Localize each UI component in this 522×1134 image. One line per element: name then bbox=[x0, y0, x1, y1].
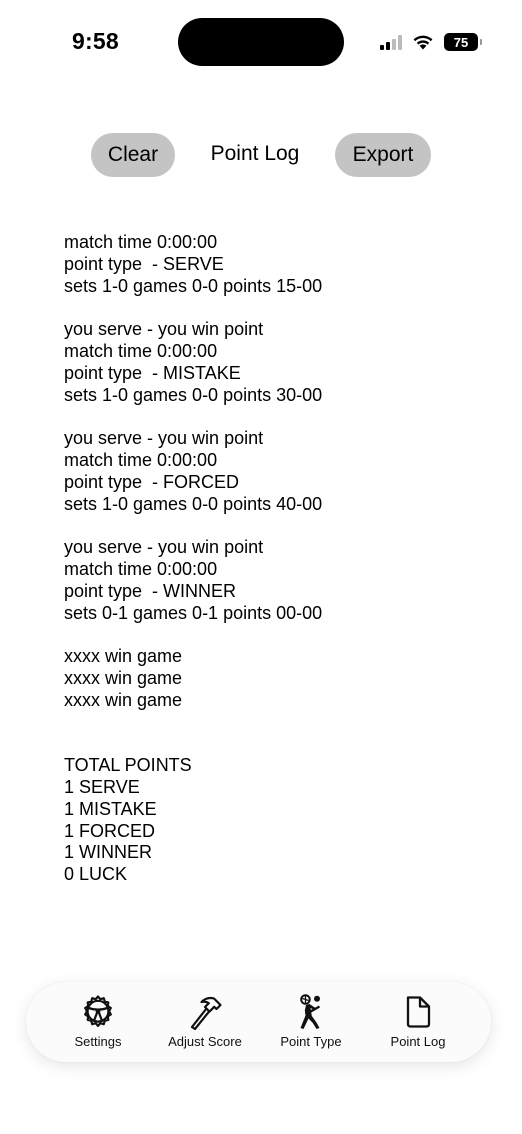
log-spacer bbox=[64, 624, 484, 646]
log-line: sets 1-0 games 0-0 points 15-00 bbox=[64, 275, 323, 296]
log-entry bbox=[64, 232, 484, 297]
log-line: match time 0:00:00 bbox=[64, 232, 218, 252]
log-spacer bbox=[64, 733, 484, 755]
log-line: xxxx win game bbox=[64, 646, 183, 667]
log-line: sets 1-0 games 0-0 points 40-00 bbox=[64, 493, 323, 514]
export-button[interactable]: Export bbox=[335, 133, 431, 177]
log-spacer bbox=[64, 515, 484, 537]
log-line: point type - FORCED bbox=[64, 471, 240, 492]
document-icon bbox=[400, 994, 436, 1030]
log-line: you serve - you win point bbox=[64, 537, 264, 558]
totals-line: 1 FORCED bbox=[64, 820, 156, 841]
wifi-icon bbox=[412, 34, 434, 50]
status-time: 9:58 bbox=[72, 28, 119, 54]
log-entry bbox=[64, 319, 484, 406]
log-line: you serve - you win point bbox=[64, 319, 264, 340]
point-log-scroll-view[interactable] bbox=[0, 232, 522, 943]
tab-point-log[interactable] bbox=[363, 994, 473, 1054]
status-icons bbox=[380, 30, 478, 54]
totals-line: 1 SERVE bbox=[64, 776, 140, 797]
log-line: sets 1-0 games 0-0 points 30-00 bbox=[64, 384, 323, 405]
totals-line: 1 MISTAKE bbox=[64, 798, 157, 819]
tab-settings[interactable] bbox=[43, 994, 153, 1054]
log-line: you serve - you win point bbox=[64, 428, 264, 449]
tab-label: Adjust Score bbox=[168, 1034, 242, 1049]
tab-bar bbox=[26, 982, 491, 1062]
totals-heading: TOTAL POINTS bbox=[64, 755, 192, 776]
tab-point-type[interactable] bbox=[256, 994, 366, 1054]
tab-label: Point Type bbox=[280, 1034, 342, 1049]
log-line: match time 0:00:00 bbox=[64, 449, 218, 470]
tennis-player-icon bbox=[293, 994, 329, 1030]
battery-icon bbox=[444, 33, 478, 51]
totals-line: 1 WINNER bbox=[64, 842, 153, 863]
clear-button[interactable]: Clear bbox=[91, 133, 175, 177]
cellular-signal-icon bbox=[380, 34, 402, 50]
totals-section bbox=[64, 755, 484, 886]
point-log-text bbox=[64, 232, 484, 886]
log-line: point type - SERVE bbox=[64, 253, 224, 274]
log-line: match time 0:00:00 bbox=[64, 340, 218, 361]
log-line: xxxx win game bbox=[64, 667, 183, 688]
log-spacer bbox=[64, 297, 484, 319]
hammer-icon bbox=[187, 994, 223, 1030]
log-entry bbox=[64, 646, 484, 711]
log-line: point type - WINNER bbox=[64, 580, 237, 601]
tab-label: Settings bbox=[74, 1034, 122, 1049]
log-spacer bbox=[64, 406, 484, 428]
log-line: match time 0:00:00 bbox=[64, 558, 218, 579]
tab-label: Point Log bbox=[390, 1034, 446, 1049]
totals-line: 0 LUCK bbox=[64, 864, 128, 885]
steering-wheel-icon bbox=[80, 994, 116, 1030]
log-line: xxxx win game bbox=[64, 689, 183, 710]
dynamic-island bbox=[178, 18, 344, 66]
log-line: sets 0-1 games 0-1 points 00-00 bbox=[64, 602, 323, 623]
log-spacer bbox=[64, 712, 484, 734]
page-title: Point Log bbox=[210, 142, 300, 165]
battery-level: 75 bbox=[453, 34, 469, 50]
tab-adjust-score[interactable] bbox=[150, 994, 260, 1054]
log-entry bbox=[64, 537, 484, 624]
log-line: point type - MISTAKE bbox=[64, 362, 241, 383]
log-entry bbox=[64, 428, 484, 515]
